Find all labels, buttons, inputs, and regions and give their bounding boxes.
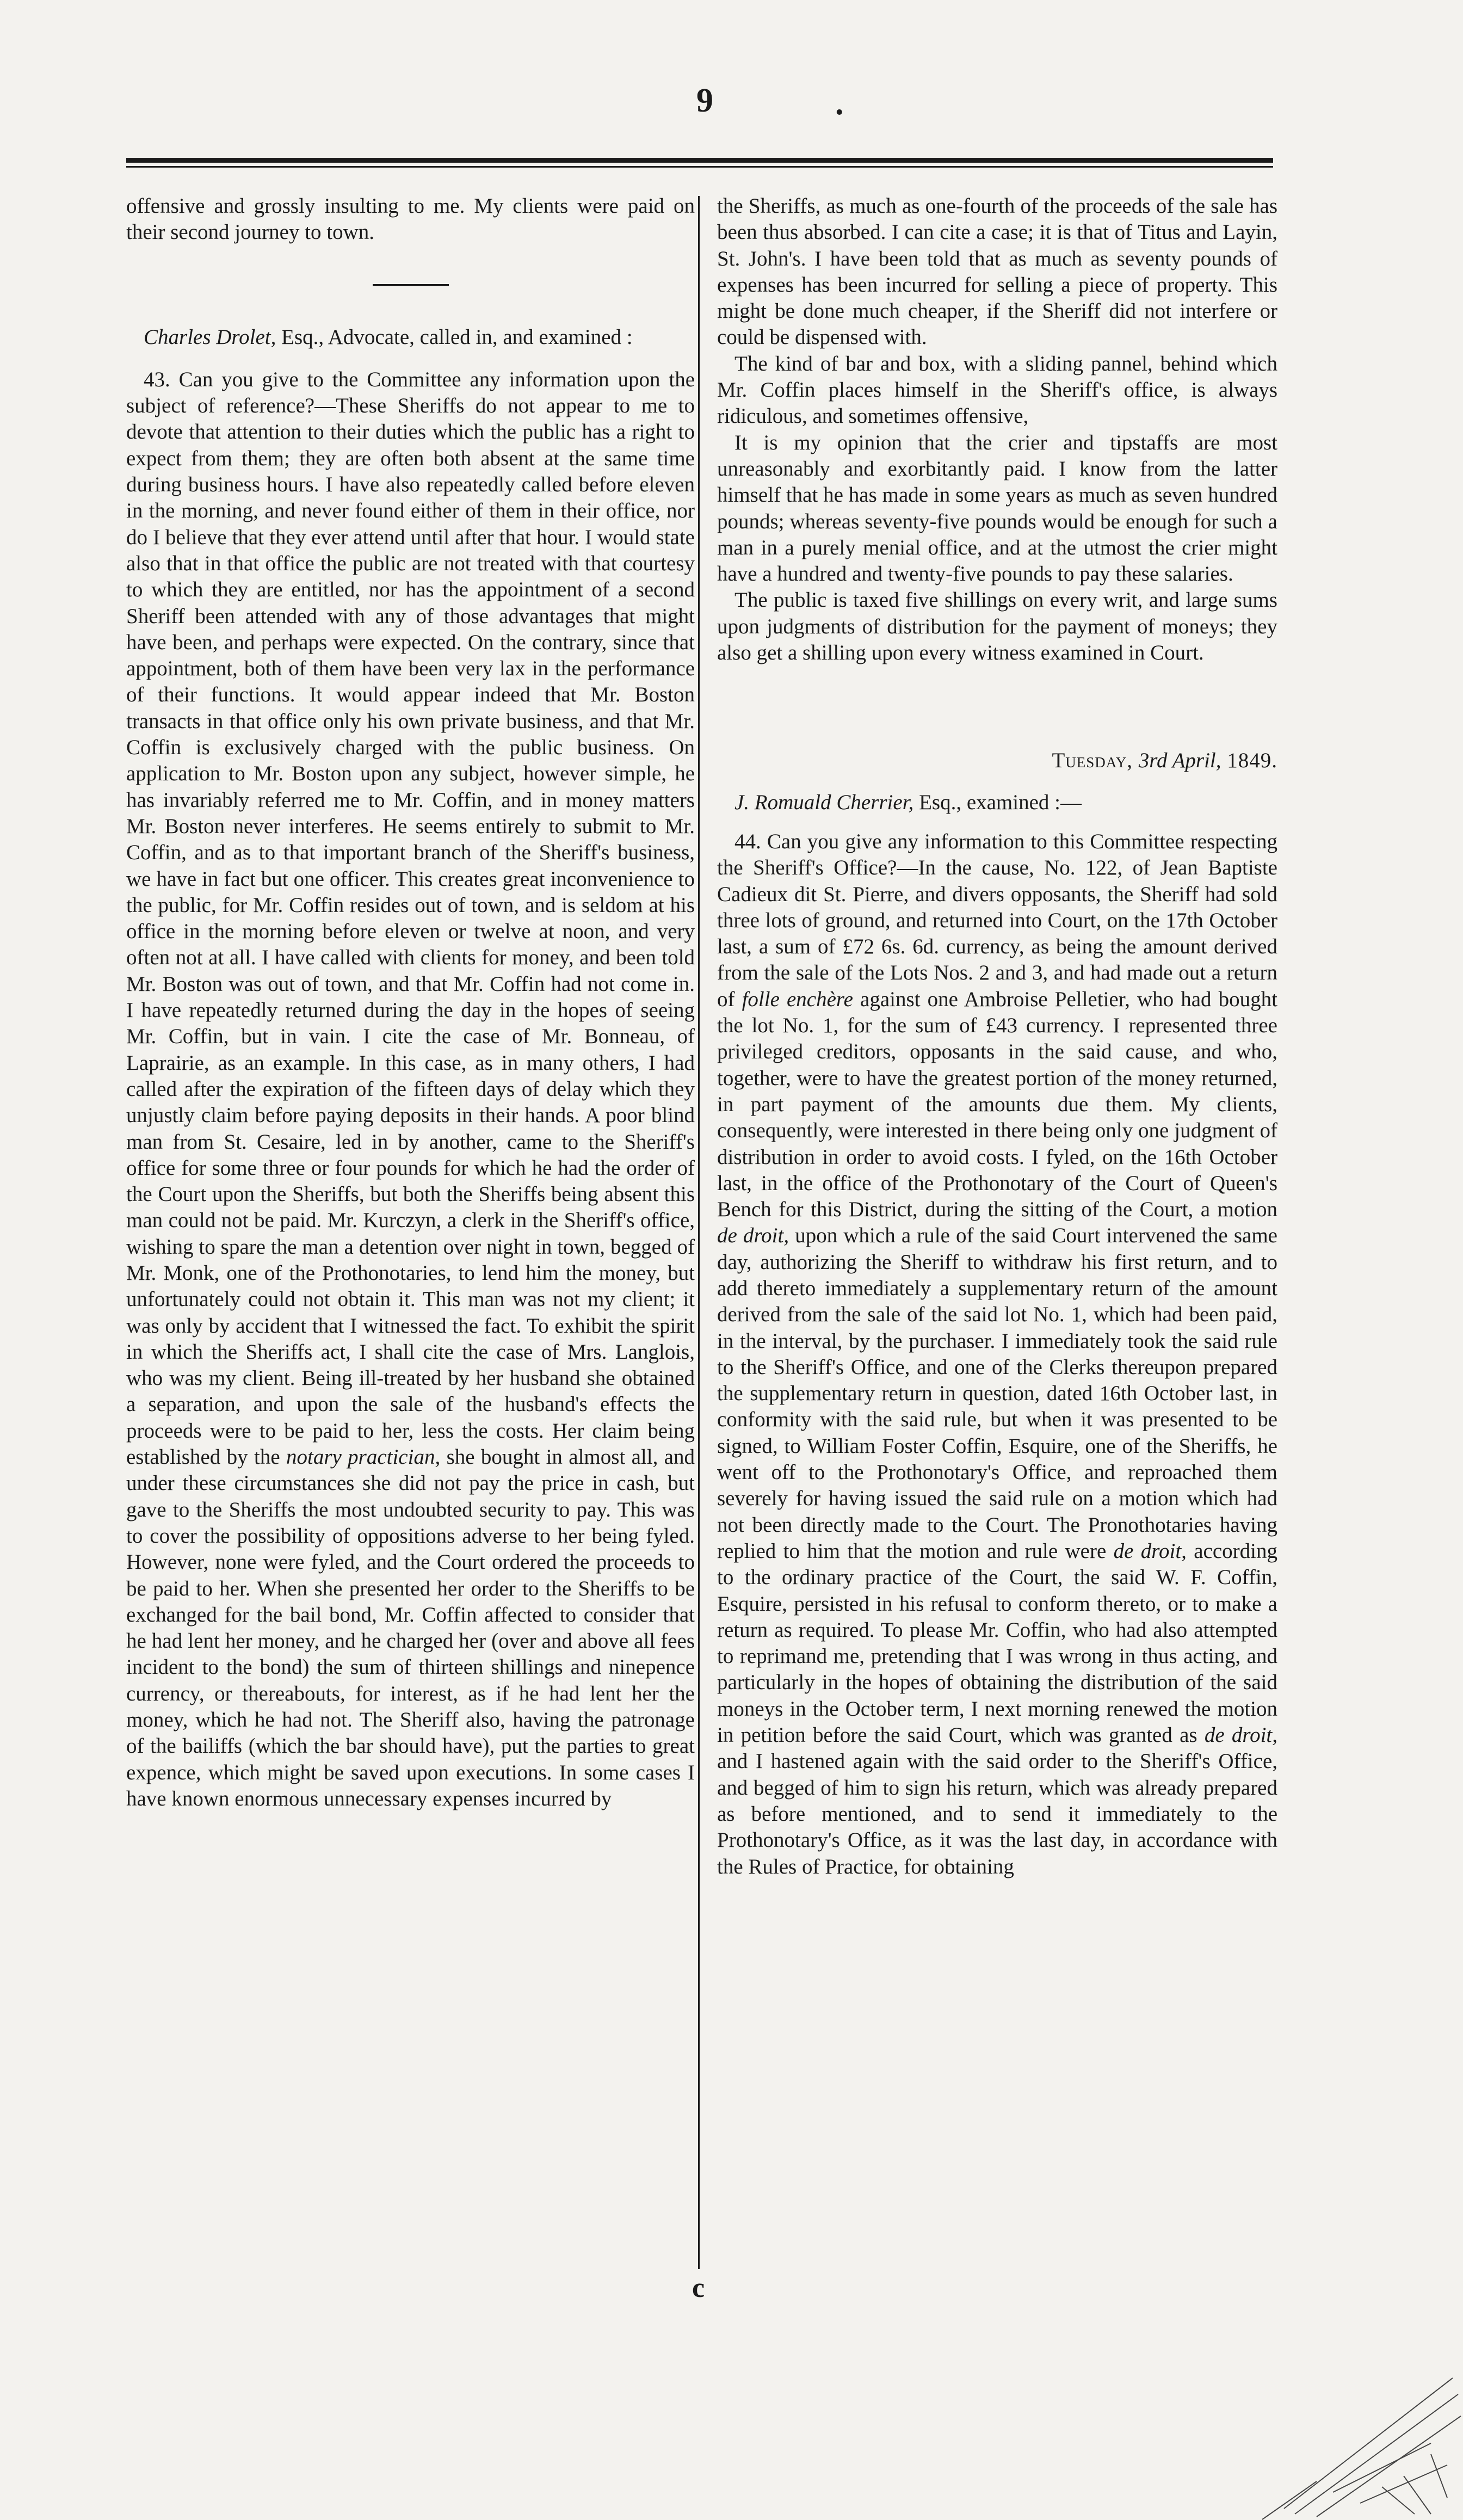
header-rule-thin: [126, 166, 1273, 168]
witness-intro-cherrier: [717, 790, 1277, 816]
answer-44-text-b: against one Ambroise Pelletier, who had bought the lot No. 1, for the sum of £43 currency. I represented three privileged creditors, opposants in the said cause, and who, together, were to have the greatest portion of the money returned, in part payment of the amounts due them. My clients, consequently, were interested in there being only one judgment of distribution in order to avoid costs. I fyled, on the 16th October last, in the office of the Prothonotary of the Court of Queen's Bench for this District, during the sitting of the Court, a motion: [717, 987, 1277, 1222]
right-paragraph-2: The kind of bar and box, with a sliding pannel, behind which Mr. Coffin places himself in the Sheriff's office, is always ridiculous, and sometimes offensive,: [717, 352, 1277, 428]
margin-scribble-icon: [1251, 2356, 1463, 2520]
answer-43-text-a: 43. Can you give to the Committee any information upon the subject of reference?—These Sheriffs do not appear to me to devote that attention to their duties which the public has a right to expect from them; they are often both absent at the same time during business hours. I have also repeatedly called before eleven in the morning, and never found either of them in their office, nor do I believe that they ever attend until after that hour. I would state also that in that office the public are not treated with that courtesy to which they are entitled, nor has the appointment of a second Sheriff been attended with any of those advantages that might have been, and perhaps were expected. On the contrary, since that appointment, both of them have been very lax in the performance of their functions. It would appear indeed that Mr. Boston transacts in that office only his own private business, and that Mr. Coffin is exclusively charged with the public business. On application to Mr. Boston upon any subject, however simple, he has invariably referred me to Mr. Coffin, and in money matters Mr. Boston never interferes. He seems entirely to submit to Mr. Coffin, and as to that important branch of the Sheriff's business, we have in fact but one officer. This creates great inconvenience to the public, for Mr. Coffin resides out of town, and is seldom at his office in the morning before eleven or twelve at noon, and very often not at all. I have called with clients for money, and been told Mr. Boston was out of town, and that Mr. Coffin had not come in. I have repeatedly returned during the day in the hopes of seeing Mr. Coffin, but in vain. I cite the case of Mr. Bonneau, of Laprairie, as an example. In this case, as in many others, I had called after the expiration of the fifteen days of delay which they unjustly claim before paying deposits in their hands. A poor blind man from St. Cesaire, led in by another, came to the Sheriff's office for some three or four pounds for which he had the order of the Court upon the Sheriffs, but both the Sheriffs being absent this man could not be paid. Mr. Kurczyn, a clerk in the Sheriff's office, wishing to spare the man a detention over night in town, begged of Mr. Monk, one of the Prothonotaries, to lend him the money, but unfortunately could not obtain it. This man was not my client; it was only by accident that I witnessed the fact. To exhibit the spirit in which the Sheriffs act, I shall cite the case of Mrs. Langlois, who was my client. Being ill-treated by her husband she obtained a separation, and upon the sale of the husband's effects the proceeds were to be paid to her, less the costs. Her claim being established by the: [126, 367, 695, 1469]
witness-name: Charles Drolet,: [144, 325, 276, 349]
answer-44-text-e: and I hastened again with the said order to the Sheriff's Office, and begged of him to sign his return, which was already prepared as before mentioned, and to send it immediately to the Prothonotary's Office, as it was the last day, in accordance with the Rules of Practice, for obtaining: [717, 1749, 1277, 1878]
answer-44-italic-2: de droit,: [717, 1224, 789, 1248]
signature-mark: c: [692, 2272, 705, 2303]
left-column: [126, 193, 695, 1812]
answer-44-italic-1: folle enchère: [742, 987, 853, 1011]
session-date: [717, 748, 1277, 774]
section-divider: [373, 284, 449, 286]
answer-43-text-b: she bought in almost all, and under these circumstances she did not pay the price in cash, but gave to the Sheriffs the most undoubted security to pay. This was to cover the possibility of oppositions adverse to her being fyled. However, none were fyled, and the Court ordered the proceeds to be paid to her. When she presented her order to the Sheriffs to be exchanged for the bail bond, Mr. Coffin affected to consider that he had lent her money, and he charged her (over and above all fees incident to the bond) the sum of thirteen shillings and ninepence currency, or thereabouts, for interest, as if he had lent her the money, which he had not. The Sheriff also, having the patronage of the bailiffs (which the bar should have), put the parties to great expence, which might be saved upon executions. In some cases I have known enormous unnecessary expenses incurred by: [126, 1445, 695, 1810]
right-paragraph-4: The public is taxed five shillings on every writ, and large sums upon judgments of distribution for the payment of moneys; they also get a shilling upon every witness examined in Court.: [717, 588, 1277, 665]
answer-43: [126, 367, 695, 1812]
answer-44-italic-4: de droit,: [1204, 1723, 1278, 1747]
answer-44-text-a: 44. Can you give any information to this Committee respecting the Sheriff's Office?—In the cause, No. 122, of Jean Baptiste Cadieux dit St. Pierre, and divers opposants, the Sheriff had sold three lots of ground, and returned into Court, on the 17th October last, a sum of £72 6s. 6d. currency, as being the amount derived from the sale of the Lots Nos. 2 and 3, and had made out a return of: [717, 829, 1277, 1011]
answer-44-italic-3: de droit,: [1113, 1539, 1187, 1563]
left-paragraph-1: offensive and grossly insulting to me. My clients were paid on their second journey to town.: [126, 194, 695, 244]
header-rule-thick: [126, 158, 1273, 163]
witness-description: Esq., examined :—: [919, 790, 1082, 814]
right-paragraph-1: the Sheriffs, as much as one-fourth of the proceeds of the sale has been thus absorbed. I can cite a case; it is that of Titus and Layin, St. John's. I have been told that as much as seventy pounds of expenses has been incurred for selling a piece of property. This might be done much cheaper, if the Sheriff did not interfere or could be dispensed with.: [717, 194, 1277, 349]
answer-44-text-d: according to the ordinary practice of the Court, the said W. F. Coffin, Esquire, persisted in his refusal to conform thereto, or to make a return as required. To please Mr. Coffin, who had also attempted to reprimand me, pretending that I was wrong in thus acting, and particularly in the hopes of obtaining the distribution of the said moneys in the October term, I next morning renewed the motion in petition before the said Court, which was granted as: [717, 1539, 1277, 1747]
witness-description: Esq., Advocate, called in, and examined :: [281, 325, 633, 349]
page-number: 9: [696, 82, 713, 119]
answer-43-italic: notary practician,: [286, 1445, 441, 1469]
column-divider: [698, 196, 700, 2269]
answer-44: [717, 829, 1277, 1880]
right-column: [717, 193, 1277, 1880]
right-paragraph-3: It is my opinion that the crier and tipstaffs are most unreasonably and exorbitantly paid. I know from the latter himself that he has made in some years as much as seven hundred pounds; whereas seventy-five pounds would be enough for such a man in a purely menial office, and at the utmost the crier might have a hundred and twenty-five pounds to pay these salaries.: [717, 430, 1277, 586]
answer-44-text-c: upon which a rule of the said Court intervened the same day, authorizing the Sheriff to withdraw his first return, and to add thereto immediately a supplementary return of the amount derived from the sale of the said lot No. 1, which had been paid, in the interval, by the purchaser. I immediately took the said rule to the Sheriff's Office, and one of the Clerks thereupon prepared the supplementary return in question, dated 16th October last, in conformity with the said rule, but when it was presented to be signed, to William Foster Coffin, Esquire, one of the Sheriffs, he went off to the Prothonotary's Office, and reproached them severely for having issued the said rule on a motion which had not been directly made to the Court. The Pronothotaries having replied to him that the motion and rule were: [717, 1224, 1277, 1563]
session-year: 1849.: [1227, 749, 1277, 773]
session-day: Tuesday,: [1052, 749, 1133, 773]
witness-intro-drolet: [126, 324, 695, 350]
session-date-italic: 3rd April,: [1138, 749, 1221, 773]
header-dot: .: [835, 85, 844, 122]
witness-name: J. Romuald Cherrier,: [734, 790, 914, 814]
